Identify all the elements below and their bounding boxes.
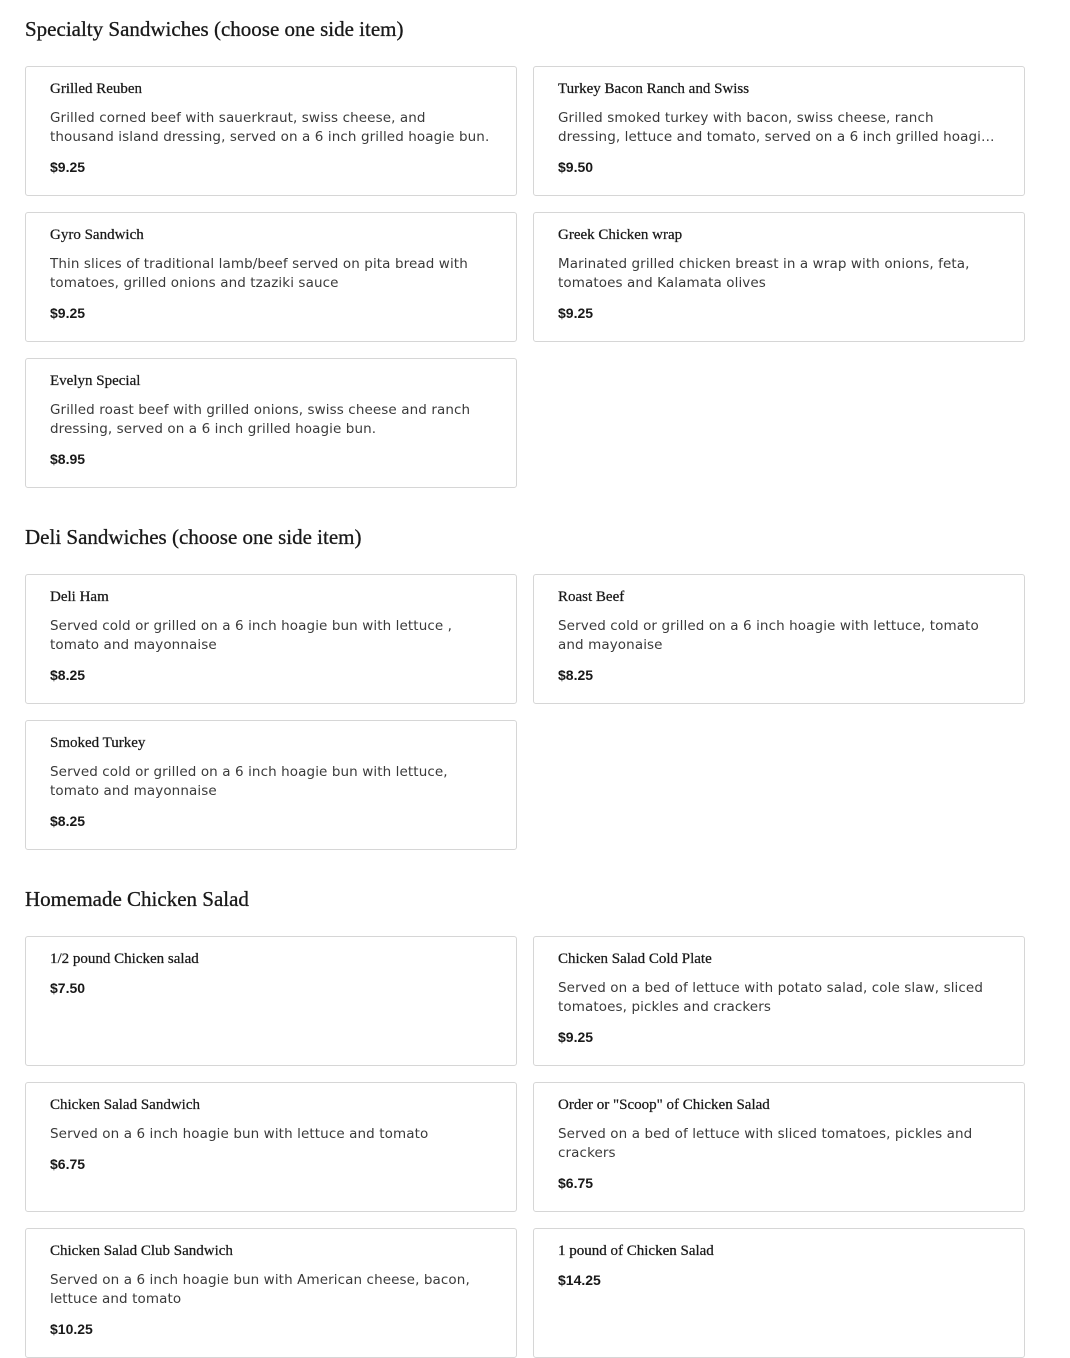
- menu-item-card[interactable]: [533, 1082, 1025, 1212]
- menu-item-price: $9.25: [50, 159, 86, 175]
- menu-item-card[interactable]: [533, 936, 1025, 1066]
- menu-item-card[interactable]: [25, 66, 517, 196]
- menu-item-name: Grilled Reuben: [50, 81, 143, 97]
- menu-item-description: Served cold or grilled on a 6 inch hoagie bun with lettuce , tomato and mayonnaise: [50, 618, 453, 653]
- menu-item-price: $14.25: [558, 1272, 601, 1288]
- menu-item-name: Chicken Salad Cold Plate: [558, 951, 712, 967]
- menu-item-name: Greek Chicken wrap: [558, 227, 683, 243]
- menu-item-name: Chicken Salad Sandwich: [50, 1097, 200, 1113]
- menu-item-description: Served cold or grilled on a 6 inch hoagie bun with lettuce, tomato and mayonnaise: [50, 764, 448, 799]
- menu-item-card[interactable]: [533, 212, 1025, 342]
- menu-item-card[interactable]: [25, 1082, 517, 1212]
- menu-item-name: Evelyn Special: [50, 373, 141, 389]
- menu-item-card[interactable]: [533, 66, 1025, 196]
- menu-item-name: Roast Beef: [558, 589, 625, 605]
- menu-item-description: Grilled smoked turkey with bacon, swiss cheese, ranch dressing, lettuce and tomato, served on a 6 inch grilled hoagie: [558, 110, 990, 145]
- menu-item-name: Smoked Turkey: [50, 735, 146, 751]
- menu-item-name: Turkey Bacon Ranch and Swiss: [558, 81, 750, 97]
- section-title: Specialty Sandwiches (choose one side item): [25, 17, 404, 41]
- menu-item-card[interactable]: [533, 1228, 1025, 1358]
- menu-item-price: $10.25: [50, 1321, 93, 1337]
- menu-item-name: Order or "Scoop" of Chicken Salad: [558, 1097, 770, 1113]
- menu-item-card[interactable]: [25, 574, 517, 704]
- menu-item-grid: [25, 574, 1025, 850]
- menu-item-description: Served on a bed of lettuce with potato salad, cole slaw, sliced tomatoes, pickles and crackers: [558, 980, 984, 1015]
- menu-item-card[interactable]: [25, 1228, 517, 1358]
- menu-item-description: Served cold or grilled on a 6 inch hoagie with lettuce, tomato and mayonaise: [558, 618, 979, 653]
- menu-item-price: $7.50: [50, 980, 86, 996]
- menu-item-price: $9.25: [558, 305, 594, 321]
- menu-item-price: $6.75: [50, 1156, 86, 1172]
- menu-item-price: $9.25: [50, 305, 86, 321]
- menu-item-card[interactable]: [25, 358, 517, 488]
- menu-item-price: $8.25: [50, 667, 86, 683]
- menu-item-name: 1 pound of Chicken Salad: [558, 1243, 714, 1259]
- menu-item-grid: [25, 936, 1025, 1358]
- menu-item-name: Deli Ham: [50, 589, 109, 605]
- menu-item-price: $6.75: [558, 1175, 594, 1191]
- menu-item-price: $8.25: [558, 667, 594, 683]
- menu-item-card[interactable]: [25, 720, 517, 850]
- menu-item-price: $9.50: [558, 159, 594, 175]
- section-title: Homemade Chicken Salad: [25, 887, 249, 911]
- menu-item-card[interactable]: [533, 574, 1025, 704]
- menu-item-grid: [25, 66, 1025, 488]
- menu-item-name: Gyro Sandwich: [50, 227, 144, 243]
- menu-item-card[interactable]: [25, 936, 517, 1066]
- menu-item-price: $9.25: [558, 1029, 594, 1045]
- menu-item-price: $8.95: [50, 451, 86, 467]
- menu-item-description: Served on a bed of lettuce with sliced tomatoes, pickles and crackers: [558, 1126, 973, 1161]
- menu-item-price: $8.25: [50, 813, 86, 829]
- menu-item-description: Grilled corned beef with sauerkraut, swiss cheese, and thousand island dressing, served on a 6 inch grilled hoagie bun.: [50, 110, 490, 145]
- menu-item-name: Chicken Salad Club Sandwich: [50, 1243, 233, 1259]
- menu-item-description: Grilled roast beef with grilled onions, swiss cheese and ranch dressing, served on a 6 inch grilled hoagie bun.: [50, 402, 471, 437]
- menu-item-description: Served on a 6 inch hoagie bun with lettuce and tomato: [50, 1126, 429, 1142]
- menu-item-card[interactable]: [25, 212, 517, 342]
- menu-section-specialty-sandwiches: [25, 14, 1025, 488]
- menu-item-description: Marinated grilled chicken breast in a wrap with onions, feta, tomatoes and Kalamata olives: [558, 256, 970, 291]
- section-title: Deli Sandwiches (choose one side item): [25, 525, 362, 549]
- menu-section-deli-sandwiches: [25, 522, 1025, 850]
- menu-section-homemade-chicken-salad: [25, 884, 1025, 1358]
- menu-item-description: Thin slices of traditional lamb/beef served on pita bread with tomatoes, grilled onions and tzaziki sauce: [50, 256, 468, 291]
- menu-item-name: 1/2 pound Chicken salad: [50, 951, 199, 967]
- menu-item-description: Served on a 6 inch hoagie bun with American cheese, bacon, lettuce and tomato: [50, 1272, 470, 1307]
